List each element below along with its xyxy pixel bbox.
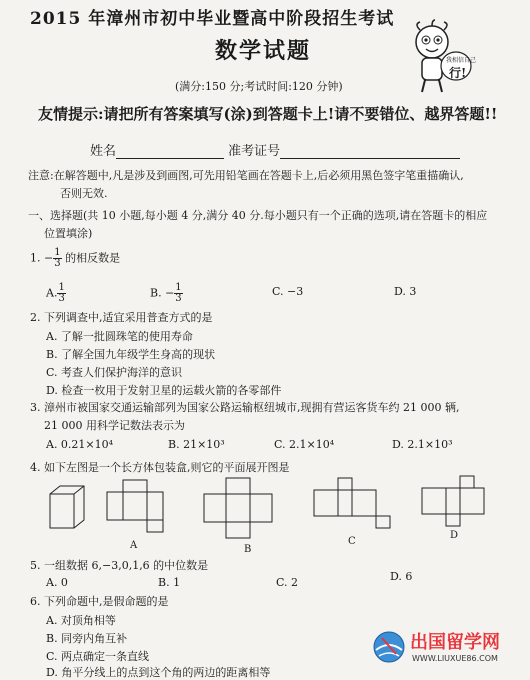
candidate-info-bar [90, 140, 460, 159]
q6-option-d: D. 角平分线上的点到这个角的两边的距离相等 [46, 666, 271, 679]
q1-text: 的相反数是 [65, 251, 121, 265]
q1-option-d: D. 3 [394, 285, 417, 298]
answer-notice: 友情提示:请把所有答案填写(涂)到答题卡上!请不要错位、越界答题!! [38, 105, 498, 123]
q1-option-c: C. −3 [272, 285, 304, 298]
q6-option-b: B. 同旁内角互补 [46, 632, 128, 645]
net-label-a: A [130, 540, 138, 551]
question-5-stem: 5. 一组数据 6,−3,0,1,6 的中位数是 [30, 559, 209, 572]
q2-option-b: B. 了解全国九年级学生身高的现状 [46, 348, 216, 361]
name-label: 姓名 [90, 144, 117, 159]
q3-option-b: B. 21×10³ [168, 438, 225, 451]
q1-number: 1. [30, 251, 41, 265]
question-3-line-1: 3. 漳州市被国家交通运输部列为国家公路运输枢纽城市,现拥有营运客货车约 21 000 辆, [30, 401, 460, 414]
subject-title: 数学试题 [215, 38, 312, 64]
question-4-stem: 4. 如下左图是一个长方体包装盒,则它的平面展开图是 [30, 461, 290, 474]
q2-option-c: C. 考查人们保护海洋的意识 [46, 366, 183, 379]
q5-option-d: D. 6 [390, 570, 413, 583]
net-option-c [312, 476, 392, 532]
watermark-title: 出国留学网 [410, 632, 500, 653]
box-figure [48, 484, 86, 530]
mascot-shout: 行! [449, 66, 467, 80]
q1-fraction: $\frac{1}{3}$ [54, 247, 61, 269]
q6-option-c: C. 两点确定一条直线 [46, 650, 150, 663]
q3-option-a: A. 0.21×10⁴ [46, 438, 114, 451]
net-label-b: B [244, 544, 252, 555]
q5-option-a: A. 0 [46, 576, 68, 589]
q1-option-a: A. $\frac{1}{3}$ [46, 282, 65, 304]
mascot-bubble-text: 我相信自己 [446, 57, 477, 64]
section-heading-line-2: 位置填涂) [44, 227, 93, 240]
q2-option-d: D. 检查一枚用于发射卫星的运载火箭的各零部件 [46, 384, 282, 397]
section-heading-line-1: 一、选择题(共 10 小题,每小题 4 分,满分 40 分.每小题只有一个正确的选项,请在答题卡的相应 [28, 209, 488, 222]
question-1-stem [30, 248, 120, 269]
id-blank [280, 158, 460, 159]
instructions-line-2: 否则无效. [60, 187, 108, 200]
exam-meta: (满分:150 分;考试时间:120 分钟) [175, 80, 343, 93]
q2-option-a: A. 了解一批圆珠笔的使用寿命 [46, 330, 193, 343]
net-option-b [202, 476, 292, 540]
q1-sign: − [44, 251, 54, 265]
watermark-url[interactable]: WWW.LIUXUE86.COM [412, 654, 498, 663]
instructions-line-1: 注意:在解答题中,凡是涉及到画图,可先用铅笔画在答题卡上,后必须用黑色签字笔重描确认, [28, 169, 464, 182]
name-blank [116, 158, 224, 159]
question-2-stem: 2. 下列调查中,适宜采用普查方式的是 [30, 311, 213, 324]
q5-option-b: B. 1 [158, 576, 181, 589]
question-3-line-2: 21 000 用科学记数法表示为 [44, 419, 185, 432]
q5-option-c: C. 2 [276, 576, 299, 589]
q6-option-a: A. 对顶角相等 [46, 614, 116, 627]
q1-option-b: B. − $\frac{1}{3}$ [150, 282, 182, 304]
exam-header-title: 2015 年漳州市初中毕业暨高中阶段招生考试 [30, 9, 395, 29]
question-6-stem: 6. 下列命题中,是假命题的是 [30, 595, 169, 608]
watermark [370, 626, 530, 670]
q3-option-d: D. 2.1×10³ [392, 438, 453, 451]
net-label-c: C [348, 536, 356, 547]
net-option-d [420, 474, 500, 530]
net-option-a [106, 478, 166, 534]
globe-logo-icon [372, 630, 406, 664]
net-label-d: D [450, 530, 459, 541]
q3-option-c: C. 2.1×10⁴ [274, 438, 335, 451]
id-label: 准考证号 [228, 144, 281, 159]
